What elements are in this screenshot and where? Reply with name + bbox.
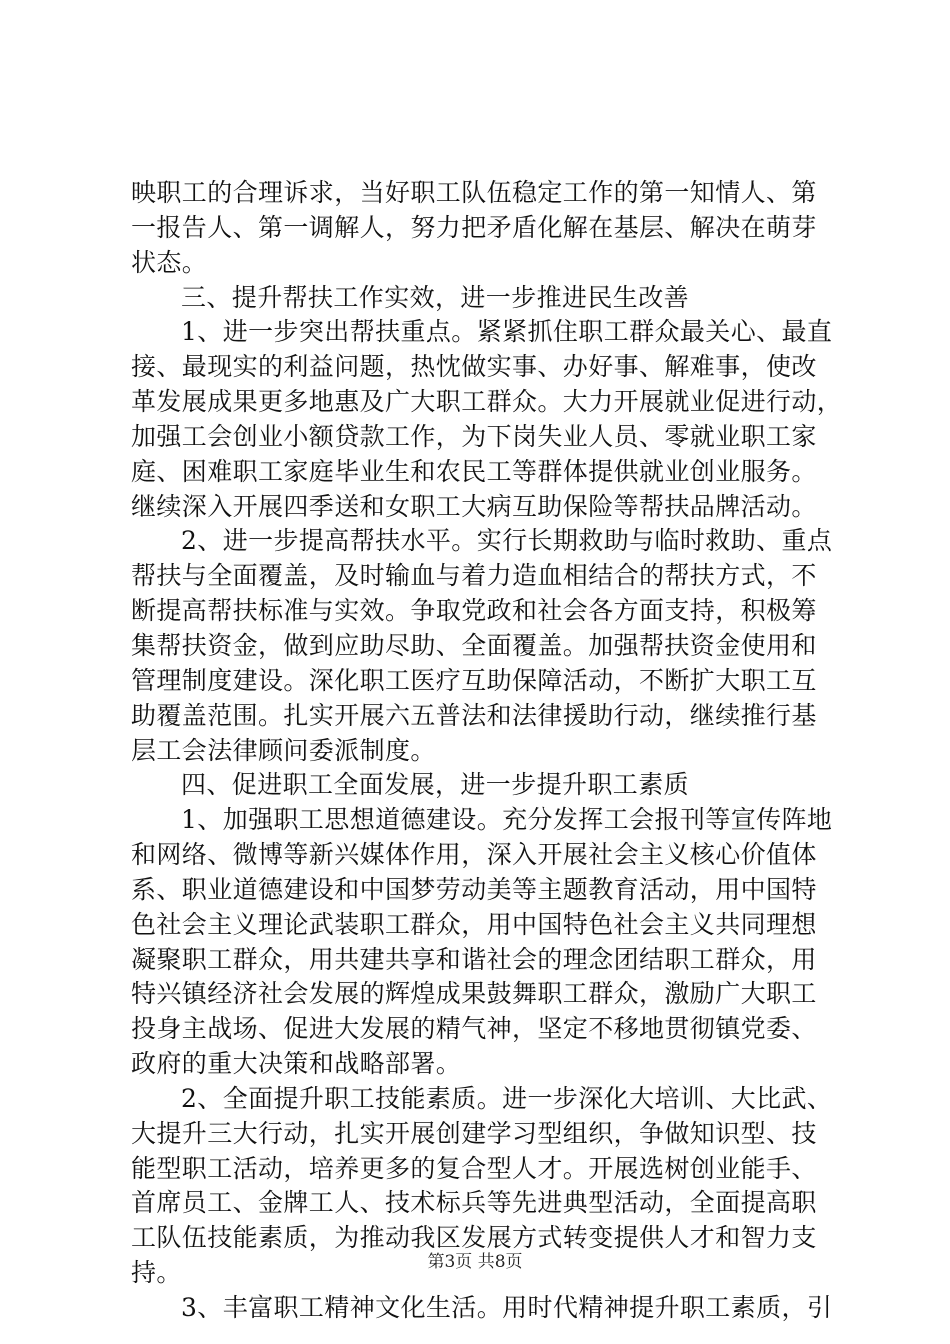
text-line: 管理制度建设。深化职工医疗互助保障活动，不断扩大职工互: [131, 665, 817, 695]
text-line: 政府的重大决策和战略部署。: [131, 1049, 462, 1079]
text-line: 凝聚职工群众，用共建共享和谐社会的理念团结职工群众，用: [131, 944, 817, 974]
text-line: 帮扶与全面覆盖，及时输血与着力造血相结合的帮扶方式，不: [131, 561, 817, 591]
text-line: 状态。: [131, 247, 208, 277]
text-line: 助覆盖范围。扎实开展六五普法和法律援助行动，继续推行基: [131, 700, 817, 730]
text-line: 集帮扶资金，做到应助尽助、全面覆盖。加强帮扶资金使用和: [131, 630, 817, 660]
text-line: 和网络、微博等新兴媒体作用，深入开展社会主义核心价值体: [131, 840, 817, 870]
text-line: 继续深入开展四季送和女职工大病互助保险等帮扶品牌活动。: [131, 491, 817, 521]
text-line: 映职工的合理诉求，当好职工队伍稳定工作的第一知情人、第: [131, 178, 817, 207]
text-line: 层工会法律顾问委派制度。: [131, 735, 436, 765]
text-line: 系、职业道德建设和中国梦劳动美等主题教育活动，用中国特: [131, 874, 817, 904]
text-line: 加强工会创业小额贷款工作，为下岗失业人员、零就业职工家: [131, 421, 817, 451]
text-line: 持。: [131, 1258, 182, 1288]
text-line: 特兴镇经济社会发展的辉煌成果鼓舞职工群众，激励广大职工: [131, 979, 817, 1009]
text-line: 1、加强职工思想道德建设。充分发挥工会报刊等宣传阵地: [181, 805, 833, 835]
text-line: 2、全面提升职工技能素质。进一步深化大培训、大比武、: [181, 1083, 833, 1113]
text-line: 庭、困难职工家庭毕业生和农民工等群体提供就业创业服务。: [131, 456, 817, 486]
page-footer: 第3页 共8页: [427, 1252, 523, 1272]
text-line: 能型职工活动，培养更多的复合型人才。开展选树创业能手、: [131, 1153, 817, 1183]
text-line: 接、最现实的利益问题，热忱做实事、办好事、解难事，使改: [131, 352, 817, 382]
text-line: 工队伍技能素质，为推动我区发展方式转变提供人才和智力支: [131, 1223, 817, 1253]
text-line: 三、提升帮扶工作实效，进一步推进民生改善: [181, 282, 690, 312]
text-line: 断提高帮扶标准与实效。争取党政和社会各方面支持，积极筹: [131, 596, 817, 626]
text-line: 1、进一步突出帮扶重点。紧紧抓住职工群众最关心、最直: [181, 317, 833, 347]
text-line: 色社会主义理论武装职工群众，用中国特色社会主义共同理想: [131, 909, 817, 939]
text-line: 一报告人、第一调解人，努力把矛盾化解在基层、解决在萌芽: [131, 212, 817, 242]
text-line: 首席员工、金牌工人、技术标兵等先进典型活动，全面提高职: [131, 1188, 817, 1218]
text-line: 2、进一步提高帮扶水平。实行长期救助与临时救助、重点: [181, 526, 833, 556]
text-line: 四、促进职工全面发展，进一步提升职工素质: [181, 770, 690, 800]
text-line: 投身主战场、促进大发展的精气神，坚定不移地贯彻镇党委、: [131, 1014, 817, 1044]
text-line: 革发展成果更多地惠及广大职工群众。大力开展就业促进行动，: [131, 387, 843, 417]
text-line: 大提升三大行动，扎实开展创建学习型组织，争做知识型、技: [131, 1118, 817, 1148]
text-line: 3、丰富职工精神文化生活。用时代精神提升职工素质，引: [181, 1293, 833, 1322]
document-body: [131, 176, 843, 1326]
